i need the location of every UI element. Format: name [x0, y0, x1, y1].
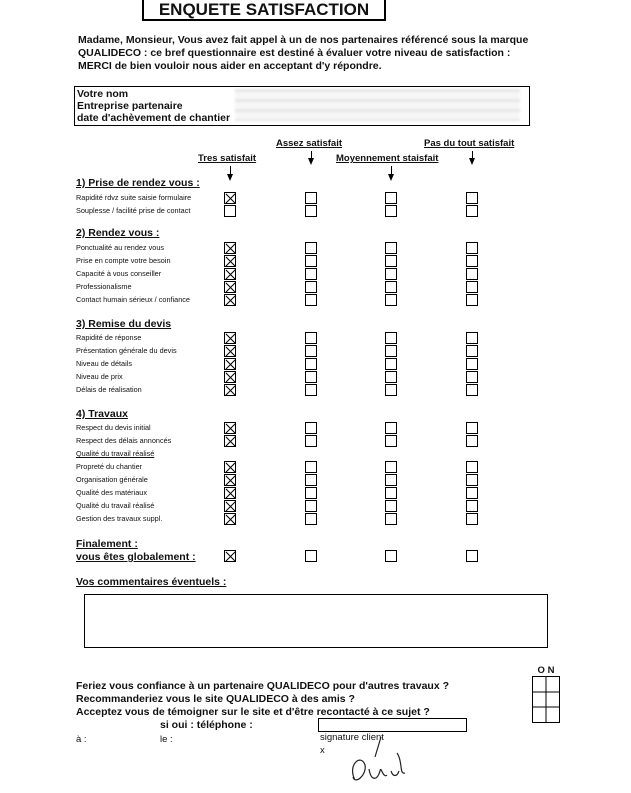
rating-checkbox-travaux2-4-assez[interactable] [305, 513, 317, 525]
rating-checkbox-travaux2-0-moyen[interactable] [385, 461, 397, 473]
section-title-devis: 3) Remise du devis [76, 318, 172, 330]
rating-checkbox-devis-1-tres[interactable] [224, 345, 236, 357]
question-label-rendez-1: Prise en compte votre besoin [76, 256, 171, 265]
rating-checkbox-rendez-2-pas[interactable] [466, 268, 478, 280]
question-confiance: Feriez vous confiance à un partenaire QUALIDECO pour d'autres travaux ? [76, 680, 450, 692]
rating-checkbox-devis-0-assez[interactable] [305, 332, 317, 344]
rating-checkbox-travaux-0-tres[interactable] [224, 422, 236, 434]
rating-checkbox-rendez-1-assez[interactable] [305, 255, 317, 267]
rating-checkbox-devis-2-tres[interactable] [224, 358, 236, 370]
rating-checkbox-rdv-1-pas[interactable] [466, 205, 478, 217]
col-assez-satisfait: Assez satisfait [276, 138, 343, 149]
arrow-down-icon [308, 158, 314, 165]
intro-text: Madame, Monsieur, Vous avez fait appel à un de nos partenaires référencé sous la marque QUALIDECO : ce bref questionnaire est destiné à évaluer votre niveau de satisfaction : MERCI de bien vouloir nous aider en acceptant d'y répondre. [78, 34, 529, 72]
name-label: Votre nom [77, 88, 129, 100]
rating-checkbox-rendez-2-moyen[interactable] [385, 268, 397, 280]
question-temoigner: Acceptez vous de témoigner sur le site et d'être recontacté à ce sujet ? [76, 706, 430, 718]
rating-checkbox-rendez-1-tres[interactable] [224, 255, 236, 267]
question-label-travaux2-3: Qualité du travail réalisé [76, 501, 155, 510]
rating-checkbox-devis-1-assez[interactable] [305, 345, 317, 357]
signature-drawing [325, 735, 415, 790]
rating-checkbox-rendez-1-pas[interactable] [466, 255, 478, 267]
rating-checkbox-travaux-1-moyen[interactable] [385, 435, 397, 447]
rating-checkbox-travaux2-0-tres[interactable] [224, 461, 236, 473]
arrow-down-icon [388, 174, 394, 181]
section-title-travaux: 4) Travaux [76, 408, 128, 420]
arrow-stem [391, 166, 392, 174]
rating-checkbox-travaux-0-pas[interactable] [466, 422, 478, 434]
section-title-rendez: 2) Rendez vous : [76, 227, 160, 239]
rating-checkbox-travaux2-2-assez[interactable] [305, 487, 317, 499]
question-label-devis-1: Présentation générale du devis [76, 346, 177, 355]
question-label-travaux2-2: Qualité des matériaux [76, 488, 147, 497]
rating-checkbox-rendez-0-assez[interactable] [305, 242, 317, 254]
rating-checkbox-travaux-0-assez[interactable] [305, 422, 317, 434]
question-label-rendez-2: Capacité à vous conseiller [76, 269, 162, 278]
rating-checkbox-travaux2-2-tres[interactable] [224, 487, 236, 499]
rating-checkbox-travaux2-1-moyen[interactable] [385, 474, 397, 486]
rating-checkbox-travaux2-3-assez[interactable] [305, 500, 317, 512]
comments-label: Vos commentaires éventuels : [76, 576, 227, 588]
signature-label: signature client [320, 732, 384, 743]
rating-checkbox-devis-0-pas[interactable] [466, 332, 478, 344]
rating-checkbox-devis-1-pas[interactable] [466, 345, 478, 357]
section-title-rdv: 1) Prise de rendez vous : [76, 177, 200, 189]
yes-no-grid [532, 676, 560, 723]
rating-checkbox-rendez-2-assez[interactable] [305, 268, 317, 280]
rating-checkbox-rdv-0-moyen[interactable] [385, 192, 397, 204]
final-label: vous êtes globalement : [76, 551, 196, 563]
arrow-stem [311, 151, 312, 158]
question-label-devis-3: Niveau de prix [76, 372, 123, 381]
rating-checkbox-rdv-1-tres[interactable] [224, 205, 236, 217]
question-label-rdv-1: Souplesse / facilité prise de contact [76, 206, 191, 215]
rating-checkbox-devis-3-moyen[interactable] [385, 371, 397, 383]
rating-checkbox-rendez-3-pas[interactable] [466, 281, 478, 293]
question-label-rendez-4: Contact humain sérieux / confiance [76, 295, 190, 304]
rating-checkbox-devis-4-tres[interactable] [224, 384, 236, 396]
comments-textarea[interactable] [84, 594, 548, 648]
final-checkbox-tres[interactable] [224, 550, 236, 562]
rating-checkbox-travaux2-1-assez[interactable] [305, 474, 317, 486]
rating-checkbox-devis-3-tres[interactable] [224, 371, 236, 383]
rating-checkbox-travaux-1-tres[interactable] [224, 435, 236, 447]
question-label-devis-0: Rapidité de réponse [76, 333, 142, 342]
partner-label: Entreprise partenaire [77, 100, 183, 112]
final-title: Finalement : [76, 538, 138, 550]
rating-checkbox-rendez-4-assez[interactable] [305, 294, 317, 306]
rating-checkbox-devis-4-moyen[interactable] [385, 384, 397, 396]
phone-input[interactable] [318, 718, 467, 732]
rating-checkbox-travaux2-4-tres[interactable] [224, 513, 236, 525]
rating-checkbox-devis-4-assez[interactable] [305, 384, 317, 396]
rating-checkbox-travaux2-2-pas[interactable] [466, 487, 478, 499]
rating-checkbox-devis-0-moyen[interactable] [385, 332, 397, 344]
question-label-rdv-0: Rapidité rdvz suite saisie formulaire [76, 193, 192, 202]
signature-x: x [320, 745, 325, 756]
rating-checkbox-travaux2-0-assez[interactable] [305, 461, 317, 473]
rating-checkbox-devis-0-tres[interactable] [224, 332, 236, 344]
rating-checkbox-devis-2-assez[interactable] [305, 358, 317, 370]
rating-checkbox-travaux2-1-tres[interactable] [224, 474, 236, 486]
rating-checkbox-travaux2-4-pas[interactable] [466, 513, 478, 525]
rating-checkbox-rdv-0-pas[interactable] [466, 192, 478, 204]
redacted-field[interactable] [235, 89, 520, 121]
identity-box [74, 86, 530, 126]
rating-checkbox-rendez-0-moyen[interactable] [385, 242, 397, 254]
rating-checkbox-devis-2-pas[interactable] [466, 358, 478, 370]
final-checkbox-moyen[interactable] [385, 550, 397, 562]
rating-checkbox-rdv-0-tres[interactable] [224, 192, 236, 204]
arrow-down-icon [227, 174, 233, 181]
arrow-stem [472, 151, 473, 158]
rating-checkbox-rendez-4-pas[interactable] [466, 294, 478, 306]
rating-checkbox-travaux2-2-moyen[interactable] [385, 487, 397, 499]
phone-label: si oui : téléphone : [160, 719, 253, 731]
rating-checkbox-rendez-3-tres[interactable] [224, 281, 236, 293]
question-label-rendez-3: Professionalisme [76, 282, 132, 291]
col-pas-du-tout: Pas du tout satisfait [424, 138, 515, 149]
rating-checkbox-travaux2-3-pas[interactable] [466, 500, 478, 512]
rating-checkbox-travaux2-4-moyen[interactable] [385, 513, 397, 525]
question-label-travaux2-4: Gestion des travaux suppl. [76, 514, 163, 523]
question-label-travaux-1: Respect des délais annoncés [76, 436, 172, 445]
rating-checkbox-rendez-4-tres[interactable] [224, 294, 236, 306]
final-checkbox-pas[interactable] [466, 550, 478, 562]
rating-checkbox-rendez-2-tres[interactable] [224, 268, 236, 280]
final-checkbox-assez[interactable] [305, 550, 317, 562]
arrow-stem [230, 166, 231, 174]
rating-checkbox-travaux2-3-moyen[interactable] [385, 500, 397, 512]
date-label-footer: le : [160, 734, 173, 745]
rating-checkbox-rendez-3-moyen[interactable] [385, 281, 397, 293]
survey-title: ENQUETE SATISFACTION [142, 0, 386, 21]
question-label-travaux2-0: Propreté du chantier [76, 462, 143, 471]
location-label: à : [76, 734, 87, 745]
rating-checkbox-travaux-1-pas[interactable] [466, 435, 478, 447]
rating-checkbox-devis-3-assez[interactable] [305, 371, 317, 383]
col-moyennement: Moyennement staisfait [336, 153, 439, 164]
rating-checkbox-rdv-1-moyen[interactable] [385, 205, 397, 217]
rating-checkbox-travaux2-0-pas[interactable] [466, 461, 478, 473]
question-label-devis-4: Délais de réalisation [76, 385, 142, 394]
rating-checkbox-devis-1-moyen[interactable] [385, 345, 397, 357]
rating-checkbox-rendez-4-moyen[interactable] [385, 294, 397, 306]
rating-checkbox-travaux2-3-tres[interactable] [224, 500, 236, 512]
date-label: date d'achèvement de chantier [77, 112, 231, 124]
rating-checkbox-rendez-0-pas[interactable] [466, 242, 478, 254]
question-recommander: Recommanderiez vous le site QUALIDECO à des amis ? [76, 693, 355, 705]
rating-checkbox-rdv-0-assez[interactable] [305, 192, 317, 204]
rating-checkbox-devis-4-pas[interactable] [466, 384, 478, 396]
question-label-devis-2: Niveau de détails [76, 359, 132, 368]
rating-checkbox-travaux2-1-pas[interactable] [466, 474, 478, 486]
question-label-travaux-0: Respect du devis initial [76, 423, 151, 432]
question-label-travaux-sub: Qualité du travail réalisé [76, 449, 155, 458]
rating-checkbox-travaux-0-moyen[interactable] [385, 422, 397, 434]
rating-checkbox-devis-3-pas[interactable] [466, 371, 478, 383]
on-header: O N [537, 665, 555, 676]
rating-checkbox-rendez-0-tres[interactable] [224, 242, 236, 254]
rating-checkbox-devis-2-moyen[interactable] [385, 358, 397, 370]
question-label-rendez-0: Ponctualité au rendez vous [76, 243, 165, 252]
arrow-down-icon [469, 158, 475, 165]
question-label-travaux2-1: Organisation générale [76, 475, 148, 484]
rating-checkbox-rendez-1-moyen[interactable] [385, 255, 397, 267]
rating-checkbox-travaux-1-assez[interactable] [305, 435, 317, 447]
rating-checkbox-rdv-1-assez[interactable] [305, 205, 317, 217]
col-tres-satisfait: Tres satisfait [198, 153, 257, 164]
rating-checkbox-rendez-3-assez[interactable] [305, 281, 317, 293]
